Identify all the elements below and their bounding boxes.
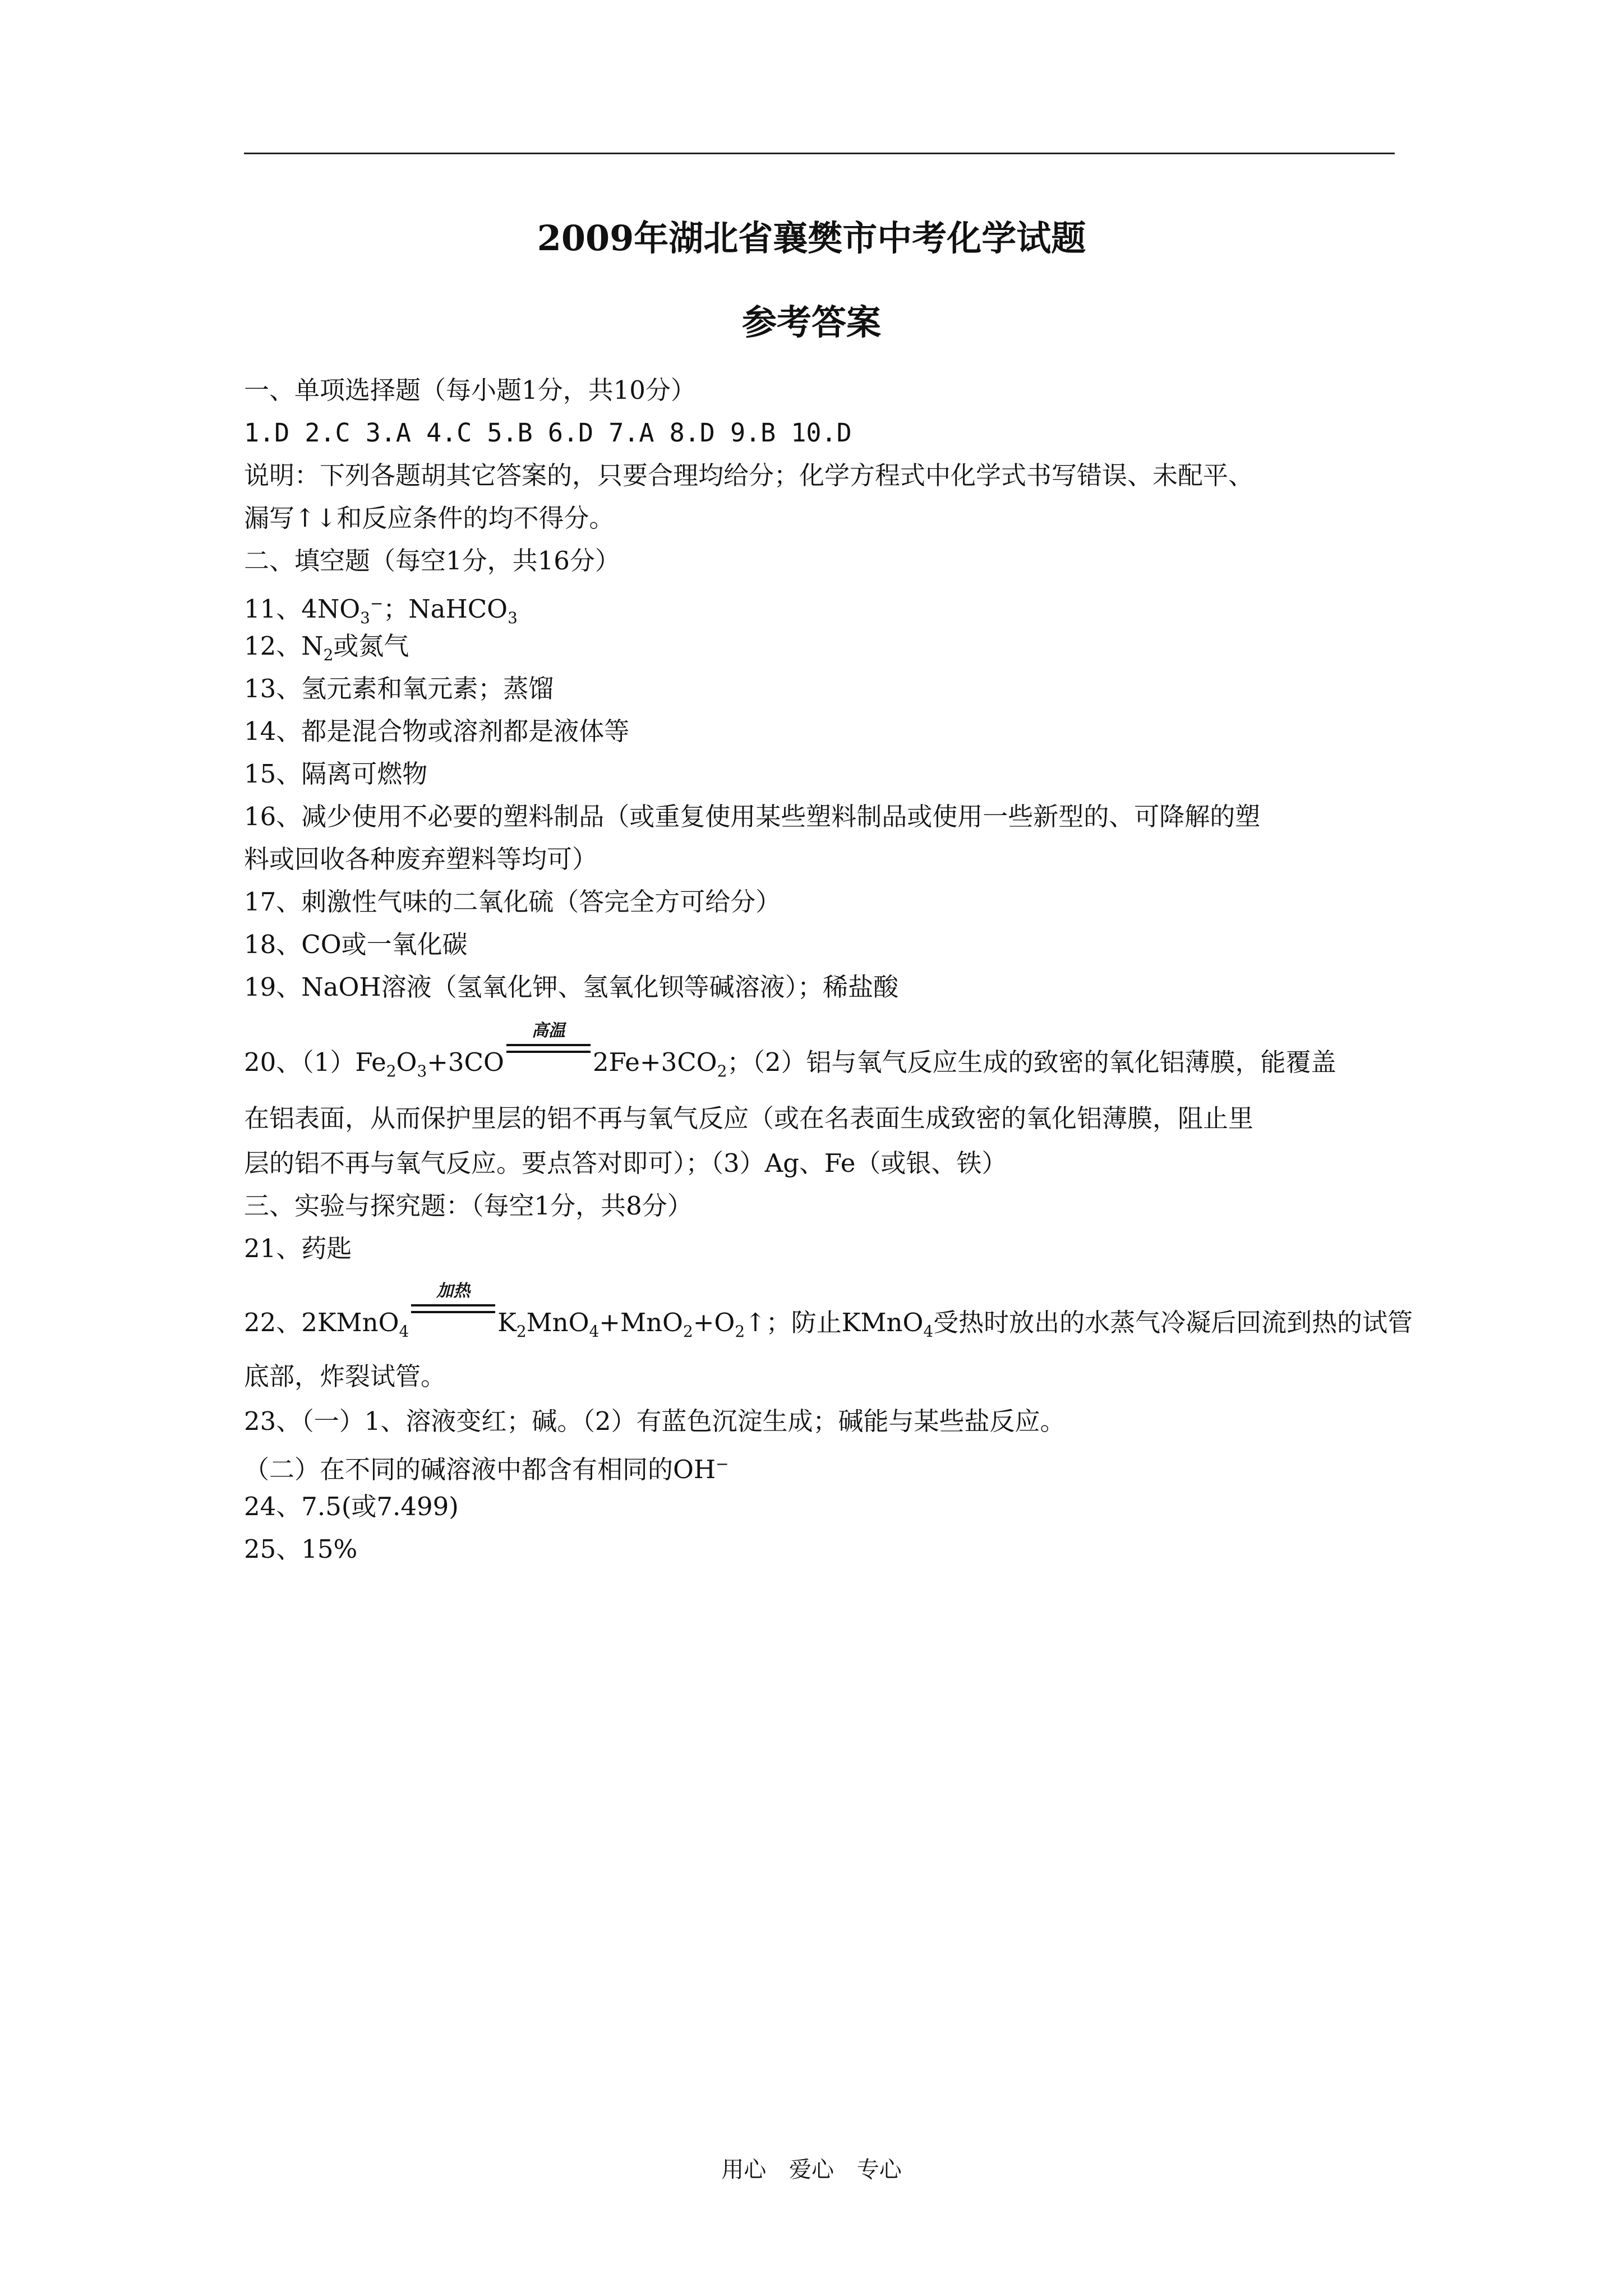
- answer-19: 19、NaOH溶液（氢氧化钾、氢氧化钡等碱溶液）；稀盐酸: [244, 972, 899, 1002]
- answer-22-mno: MnO: [526, 1308, 589, 1337]
- answer-13: 13、氢元素和氧元素；蒸馏: [244, 674, 554, 703]
- answer-22-line-2: 底部，炸裂试管。: [244, 1361, 446, 1391]
- answer-11-part-a: 11、4NO: [244, 594, 361, 624]
- answer-25: 25、15%: [244, 1534, 358, 1564]
- answer-20-line-3: 层的铝不再与氧气反应。要点答对即可）；（3）Ag、Fe（或银、铁）: [244, 1148, 1007, 1178]
- answer-22-o: +O: [693, 1308, 735, 1337]
- equals-bar-bottom: [506, 1051, 591, 1053]
- answer-18: 18、CO或一氧化碳: [244, 930, 468, 959]
- answer-22-prefix: 22、2KMnO: [244, 1308, 399, 1337]
- answer-20-sub-1: 2: [386, 1062, 396, 1080]
- reaction-equals-sign-2: [411, 1281, 495, 1331]
- answer-11-sup: −: [370, 594, 384, 613]
- answer-12-part-a: 12、N: [244, 631, 324, 661]
- answer-23-sup: −: [716, 1455, 729, 1473]
- answer-20-prefix: 20、（1）Fe: [244, 1047, 386, 1077]
- answer-22-rest-1: ↑；防止KMnO: [745, 1308, 924, 1337]
- section-3-heading: 三、实验与探究题：（每空1分，共8分）: [244, 1191, 693, 1221]
- answer-20-product: 2Fe+3CO: [592, 1047, 717, 1077]
- answer-14: 14、都是混合物或溶剂都是液体等: [244, 716, 630, 746]
- answer-23-text: （二）在不同的碱溶液中都含有相同的OH: [244, 1455, 716, 1484]
- note-line-1: 说明：下列各题胡其它答案的，只要合理均给分；化学方程式中化学式书写错误、未配平、: [244, 461, 1254, 490]
- reaction-condition-heat: 加热: [436, 1281, 471, 1301]
- answer-22-sub-2: 2: [516, 1322, 527, 1341]
- section-1-heading: 一、单项选择题（每小题1分，共10分）: [244, 375, 696, 405]
- equals-bar-top: [506, 1044, 591, 1046]
- answer-24: 24、7.5(或7.499): [244, 1492, 459, 1521]
- section-1-answers: 1.D 2.C 3.A 4.C 5.B 6.D 7.A 8.D 9.B 10.D: [244, 418, 852, 448]
- answer-22-line-1: [244, 1281, 1413, 1349]
- answer-21: 21、药匙: [244, 1234, 352, 1263]
- answer-22-sub-6: 4: [923, 1322, 934, 1341]
- answer-20-co: +3CO: [427, 1047, 504, 1077]
- answer-16-line-2: 料或回收各种废弃塑料等均可）: [244, 844, 598, 874]
- reaction-equals-sign: [506, 1021, 591, 1071]
- note-line-2: 漏写↑↓和反应条件的均不得分。: [244, 503, 615, 533]
- document-title: 2009年湖北省襄樊市中考化学试题: [537, 218, 1086, 259]
- document-subtitle: 参考答案: [741, 302, 881, 343]
- answer-22-sub-4: 2: [683, 1322, 693, 1341]
- answer-23-line-1: 23、（一）1、溶液变红；碱。（2）有蓝色沉淀生成；碱能与某些盐反应。: [244, 1406, 1066, 1436]
- page-footer: 用心 爱心 专心: [721, 2157, 902, 2183]
- answer-22-rest-2: 受热时放出的水蒸气冷凝后回流到热的试管: [933, 1308, 1413, 1337]
- answer-20-sub-2: 3: [417, 1062, 427, 1080]
- answer-17: 17、刺激性气味的二氧化硫（答完全方可给分）: [244, 887, 781, 917]
- answer-11: [244, 586, 1399, 636]
- answer-20-sub-3: 2: [717, 1062, 727, 1080]
- answer-11-part-b: ；NaHCO: [383, 594, 508, 624]
- equals-bar-bottom-2: [411, 1311, 495, 1313]
- answer-16-line-1: 16、减少使用不必要的塑料制品（或重复使用某些塑料制品或使用一些新型的、可降解的塑: [244, 802, 1261, 831]
- answer-23-line-2: [244, 1447, 1399, 1487]
- equals-bar-top-2: [411, 1304, 495, 1306]
- answer-22-sub-1: 4: [399, 1322, 409, 1341]
- answer-22-k: K: [497, 1308, 517, 1337]
- answer-20-line-2: 在铝表面，从而保护里层的铝不再与氧气反应（或在名表面生成致密的氧化铝薄膜，阻止里: [244, 1103, 1254, 1133]
- answer-22-plus-mno: +MnO: [599, 1308, 683, 1337]
- answer-15: 15、隔离可燃物: [244, 759, 428, 789]
- answer-11-sub: 3: [360, 609, 370, 627]
- answer-11-sub-b: 3: [508, 609, 518, 627]
- answer-20-rest: ；（2）铝与氧气反应生成的致密的氧化铝薄膜，能覆盖: [727, 1047, 1336, 1077]
- answer-12-part-b: 或氮气: [333, 631, 409, 661]
- section-2-heading: 二、填空题（每空1分，共16分）: [244, 546, 620, 576]
- answer-22-sub-5: 2: [735, 1322, 745, 1341]
- answer-20-line-1: [244, 1021, 1399, 1089]
- answer-22-sub-3: 4: [589, 1322, 600, 1341]
- answer-20-o: O: [396, 1047, 417, 1077]
- answer-12-sub: 2: [323, 646, 334, 664]
- header-rule: [244, 153, 1395, 154]
- reaction-condition-high-temp: 高温: [531, 1021, 565, 1041]
- answer-12: [244, 629, 1399, 673]
